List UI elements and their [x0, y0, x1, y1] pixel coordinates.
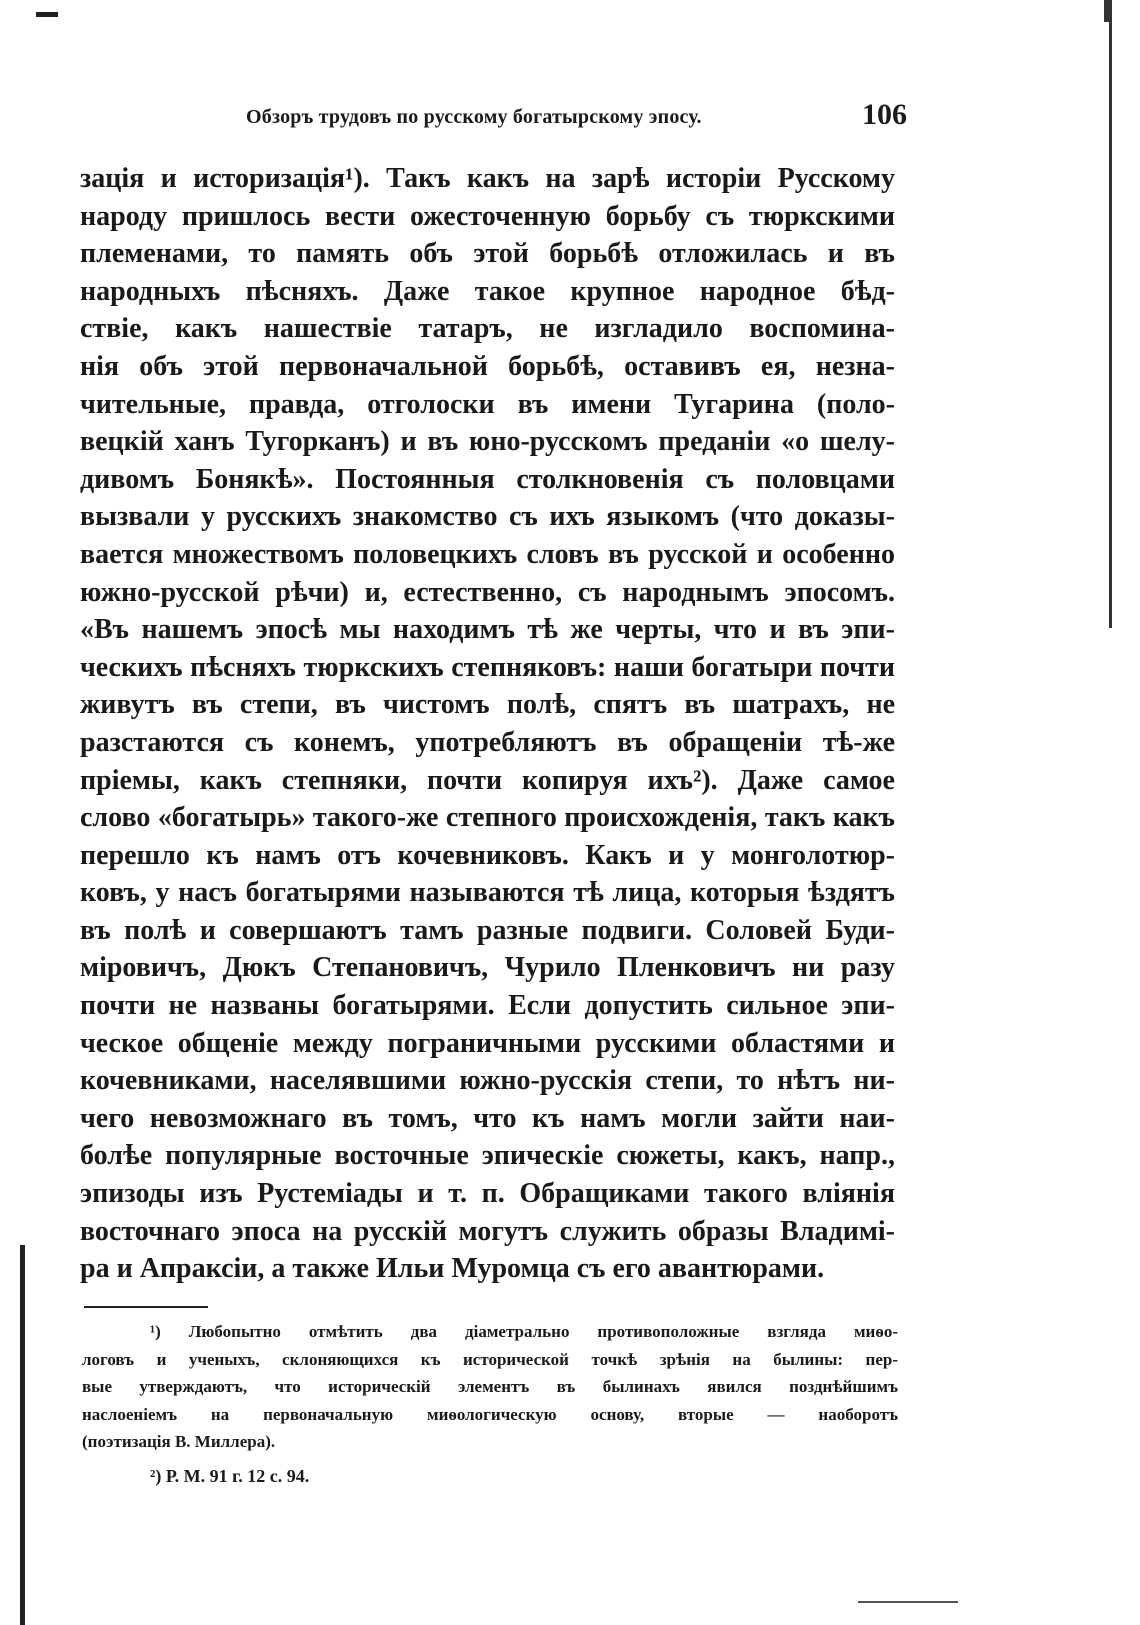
- text-line: въ полѣ и совершаютъ тамъ разные подвиги. Соловей Буди-: [80, 914, 895, 946]
- text-line: вызвали у русскихъ знакомство съ ихъ языкомъ (что доказы-: [80, 501, 895, 533]
- running-head: [0, 98, 1140, 138]
- text-line: народныхъ пѣсняхъ. Даже такое крупное народное бѣд-: [80, 275, 895, 307]
- footnotes: [82, 1318, 898, 1490]
- text-line: восточнаго эпоса на русскій могутъ служить образы Владимі-: [80, 1215, 895, 1247]
- text-line: чительные, правда, отголоски въ имени Тугарина (поло-: [80, 388, 895, 420]
- text-line: южно-русской рѣчи) и, естественно, съ народнымъ эпосомъ.: [80, 576, 895, 608]
- text-line: вается множествомъ половецкихъ словъ въ русской и особенно: [80, 538, 895, 570]
- text-line: зація и историзація¹). Такъ какъ на зарѣ исторіи Русскому: [80, 163, 895, 194]
- body-text: [80, 160, 895, 1288]
- text-line: ческихъ пѣсняхъ тюркскихъ степняковъ: наши богатыри почти: [80, 651, 895, 683]
- scan-mark-top-left: [36, 12, 58, 17]
- text-line: болѣе популярные восточные эпическіе сюжеты, какъ, напр.,: [80, 1140, 895, 1172]
- text-line: пріемы, какъ степняки, почти копируя ихъ²). Даже самое: [80, 764, 895, 796]
- text-line: дивомъ Бонякѣ». Постоянныя столкновенія съ половцами: [80, 463, 895, 495]
- text-line: племенами, то память объ этой борьбѣ отложилась и въ: [80, 238, 895, 270]
- text-line: міровичъ, Дюкъ Степановичъ, Чурило Пленковичъ ни разу: [80, 952, 895, 984]
- text-line: «Въ нашемъ эпосѣ мы находимъ тѣ же черты, что и въ эпи-: [80, 614, 895, 646]
- text-line: кочевниками, населявшими южно-русскія степи, то нѣтъ ни-: [80, 1065, 895, 1097]
- scan-edge-right: [1109, 0, 1112, 628]
- text-line: живутъ въ степи, въ чистомъ полѣ, спятъ въ шатрахъ, не: [80, 689, 895, 721]
- text-line-last: ра и Апраксіи, а также Ильи Муромца съ его авантюрами.: [80, 1253, 825, 1285]
- text-line: ствіе, какъ нашествіе татаръ, не изгладило воспомина-: [80, 313, 895, 345]
- footnote-1-line: ¹) Любопытно отмѣтить два діаметрально противоположные взгляда миѳо-: [150, 1322, 898, 1341]
- text-line: вецкій ханъ Тугорканъ) и въ юно-русскомъ преданіи «о шелу-: [80, 426, 895, 458]
- footnote-2: ²) Р. М. 91 г. 12 с. 94.: [150, 1465, 310, 1486]
- text-line: эпизоды изъ Рустеміады и т. п. Обращиками такого вліянія: [80, 1178, 895, 1210]
- text-line: разстаются съ конемъ, употребляютъ въ обращеніи тѣ-же: [80, 726, 895, 758]
- page-number: 106: [862, 98, 907, 131]
- text-line: ковъ, у насъ богатырями называются тѣ лица, которыя ѣздятъ: [80, 877, 895, 909]
- footnote-rule: [84, 1306, 208, 1308]
- text-line: почти не названы богатырями. Если допустить сильное эпи-: [80, 990, 895, 1022]
- text-line: ческое общеніе между пограничными русскими областями и: [80, 1027, 895, 1059]
- running-title: Обзоръ трудовъ по русскому богатырскому эпосу.: [246, 106, 702, 128]
- text-line: слово «богатырь» такого-же степного происхожденія, такъ какъ: [80, 802, 895, 834]
- text-line: перешло къ намъ отъ кочевниковъ. Какъ и у монголотюр-: [80, 839, 895, 871]
- text-line: народу пришлось вести ожесточенную борьбу съ тюркскими: [80, 200, 895, 232]
- footnote-1-line: вые утверждаютъ, что историческій элементъ въ былинахъ явился позднѣйшимъ: [82, 1377, 898, 1396]
- footnote-1-line: наслоеніемъ на первоначальную миѳологическую основу, вторые — наоборотъ: [82, 1404, 898, 1424]
- text-line: чего невозможнаго въ томъ, что къ намъ могли зайти наи-: [80, 1102, 895, 1134]
- scan-mark-bottom-right: [858, 1601, 958, 1603]
- footnote-1-line-last: (поэтизація В. Миллера).: [82, 1432, 276, 1451]
- text-line: нія объ этой первоначальной борьбѣ, оставивъ ея, незна-: [80, 350, 895, 382]
- footnote-1-line: логовъ и ученыхъ, склоняющихся къ исторической точкѣ зрѣнія на былины: пер-: [82, 1349, 898, 1369]
- scan-edge-left: [20, 1245, 25, 1625]
